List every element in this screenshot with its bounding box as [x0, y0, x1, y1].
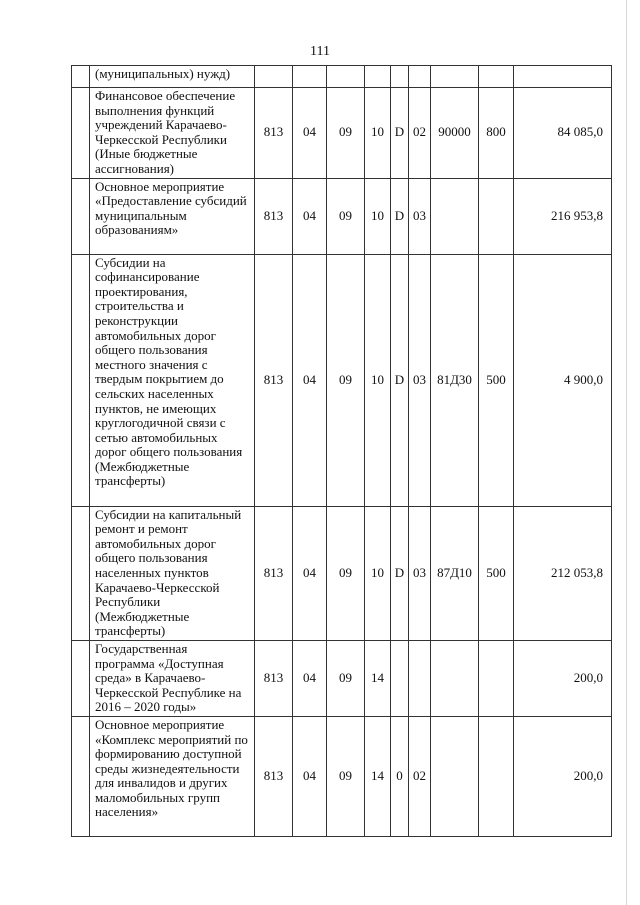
program-cell: 14 [365, 716, 391, 836]
amount-cell: 200,0 [514, 716, 612, 836]
direction-cell [431, 66, 479, 88]
section-cell: 04 [293, 716, 327, 836]
event-cell: 02 [409, 88, 431, 179]
ministry-cell [255, 66, 293, 88]
direction-cell [431, 178, 479, 254]
empty-cell [72, 506, 90, 640]
event-cell: 03 [409, 178, 431, 254]
expense-type-cell [479, 178, 514, 254]
subprogram-cell: D [391, 254, 409, 506]
ministry-cell: 813 [255, 506, 293, 640]
page-edge-line [626, 0, 627, 905]
table-row [72, 88, 612, 179]
description-cell: Основное мероприятие «Комплекс мероприятий по формированию доступной среды жизнедеятельности для инвалидов и других маломобильных групп населения» [90, 716, 255, 836]
subprogram-cell [391, 640, 409, 716]
expense-type-cell [479, 66, 514, 88]
subsection-cell: 09 [327, 640, 365, 716]
description-cell: (муниципальных) нужд) [90, 66, 255, 88]
event-cell: 03 [409, 254, 431, 506]
table-row [72, 178, 612, 254]
direction-cell: 81Д30 [431, 254, 479, 506]
description-cell: Финансовое обеспечение выполнения функций учреждений Карачаево-Черкесской Республики (Иные бюджетные ассигнования) [90, 88, 255, 179]
table-row [72, 506, 612, 640]
section-cell: 04 [293, 178, 327, 254]
table-row [72, 66, 612, 88]
direction-cell: 90000 [431, 88, 479, 179]
amount-cell: 84 085,0 [514, 88, 612, 179]
program-cell: 10 [365, 88, 391, 179]
subprogram-cell: 0 [391, 716, 409, 836]
ministry-cell: 813 [255, 640, 293, 716]
expense-type-cell [479, 716, 514, 836]
program-cell: 10 [365, 506, 391, 640]
program-cell: 10 [365, 178, 391, 254]
table-row [72, 716, 612, 836]
ministry-cell: 813 [255, 178, 293, 254]
empty-cell [72, 88, 90, 179]
expense-type-cell: 800 [479, 88, 514, 179]
direction-cell [431, 640, 479, 716]
description-cell: Субсидии на софинансирование проектирования, строительства и реконструкции автомобильных дорог общего пользования местного значения с твердым покрытием до сельских населенных пунктов, не имеющих круглогодичной связи с сетью автомобильных дорог общего пользования (Межбюджетные трансферты) [90, 254, 255, 506]
empty-cell [72, 178, 90, 254]
event-cell [409, 640, 431, 716]
section-cell [293, 66, 327, 88]
subprogram-cell: D [391, 506, 409, 640]
amount-cell: 216 953,8 [514, 178, 612, 254]
description-cell: Государственная программа «Доступная среда» в Карачаево-Черкесской Республике на 2016 – 2020 годы» [90, 640, 255, 716]
direction-cell: 87Д10 [431, 506, 479, 640]
expense-type-cell: 500 [479, 254, 514, 506]
subsection-cell: 09 [327, 716, 365, 836]
subsection-cell: 09 [327, 506, 365, 640]
section-cell: 04 [293, 640, 327, 716]
section-cell: 04 [293, 254, 327, 506]
section-cell: 04 [293, 506, 327, 640]
subsection-cell: 09 [327, 178, 365, 254]
ministry-cell: 813 [255, 254, 293, 506]
event-cell [409, 66, 431, 88]
budget-table [71, 65, 612, 837]
empty-cell [72, 254, 90, 506]
table-row [72, 254, 612, 506]
section-cell: 04 [293, 88, 327, 179]
expense-type-cell [479, 640, 514, 716]
empty-cell [72, 716, 90, 836]
empty-cell [72, 66, 90, 88]
description-cell: Основное мероприятие «Предоставление субсидий муниципальным образованиям» [90, 178, 255, 254]
program-cell: 14 [365, 640, 391, 716]
subprogram-cell [391, 66, 409, 88]
description-cell: Субсидии на капитальный ремонт и ремонт автомобильных дорог общего пользования населенных пунктов Карачаево-Черкесской Республики (Межбюджетные трансферты) [90, 506, 255, 640]
subprogram-cell: D [391, 88, 409, 179]
ministry-cell: 813 [255, 88, 293, 179]
amount-cell: 200,0 [514, 640, 612, 716]
table-row [72, 640, 612, 716]
program-cell: 10 [365, 254, 391, 506]
amount-cell: 212 053,8 [514, 506, 612, 640]
ministry-cell: 813 [255, 716, 293, 836]
subprogram-cell: D [391, 178, 409, 254]
event-cell: 02 [409, 716, 431, 836]
subsection-cell [327, 66, 365, 88]
event-cell: 03 [409, 506, 431, 640]
subsection-cell: 09 [327, 88, 365, 179]
page-number: 111 [310, 44, 330, 59]
subsection-cell: 09 [327, 254, 365, 506]
expense-type-cell: 500 [479, 506, 514, 640]
direction-cell [431, 716, 479, 836]
program-cell [365, 66, 391, 88]
amount-cell [514, 66, 612, 88]
amount-cell: 4 900,0 [514, 254, 612, 506]
empty-cell [72, 640, 90, 716]
